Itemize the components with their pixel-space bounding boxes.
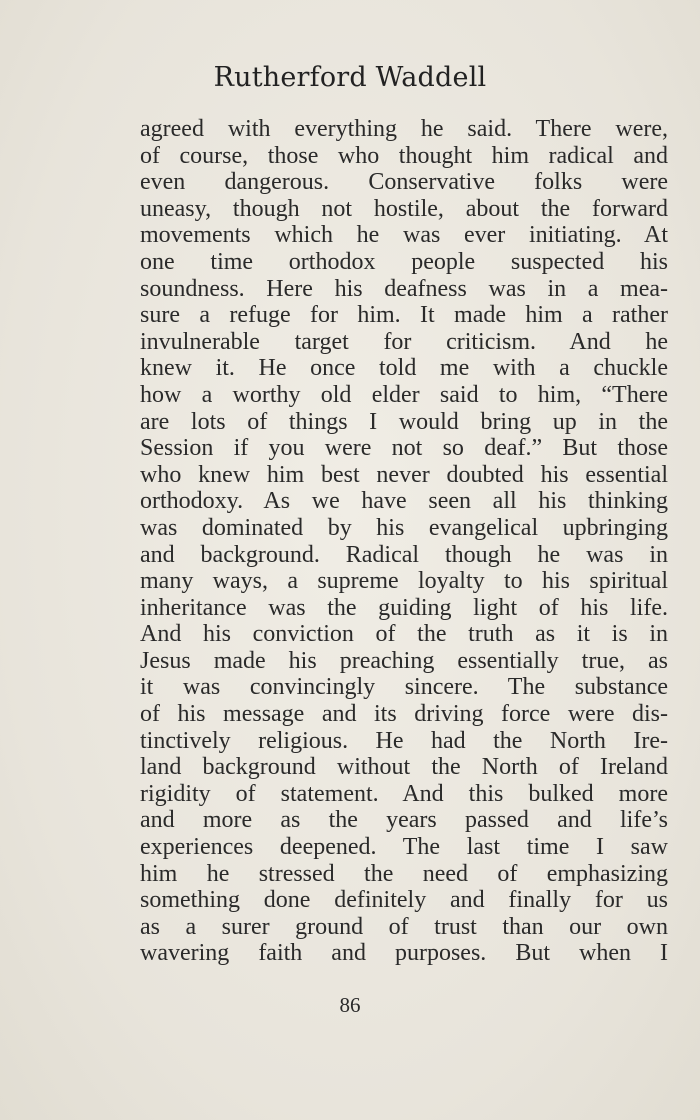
text-line: orthodoxy. As we have seen all his thinking [140,488,668,515]
text-line: of his message and its driving force were dis- [140,701,668,728]
running-head-title: Rutherford Waddell [213,62,487,93]
page-number: 86 [339,993,361,1017]
text-line: it was convincingly sincere. The substance [140,674,668,701]
text-line: many ways, a supreme loyalty to his spiritual [140,568,668,595]
text-line: something done definitely and finally for us [140,887,668,914]
text-line: was dominated by his evangelical upbringing [140,514,668,541]
text-line: uneasy, though not hostile, about the forward [140,195,668,222]
text-line: him he stressed the need of emphasizing [140,860,668,887]
text-line: how a worthy old elder said to him, “There [140,381,668,408]
text-line: agreed with everything he said. There were, [140,116,668,142]
text-line: are lots of things I would bring up in the [140,408,668,435]
text-line: experiences deepened. The last time I saw [140,834,668,861]
text-line: and more as the years passed and life’s [140,807,668,834]
text-line: tinctively religious. He had the North Ire- [140,727,668,754]
text-line: invulnerable target for criticism. And he [140,328,668,355]
body-text [140,116,668,967]
text-line: inheritance was the guiding light of his life. [140,594,668,621]
text-line: of course, those who thought him radical and [140,142,668,169]
text-line: land background without the North of Ireland [140,754,668,781]
text-line: Session if you were not so deaf.” But those [140,435,668,462]
text-line: And his conviction of the truth as it is in [140,621,668,648]
text-line: even dangerous. Conservative folks were [140,169,668,196]
text-line: wavering faith and purposes. But when I [140,940,668,967]
text-line: Jesus made his preaching essentially true, as [140,647,668,674]
text-line: movements which he was ever initiating. At [140,222,668,249]
text-line: sure a refuge for him. It made him a rather [140,302,668,329]
text-line: soundness. Here his deafness was in a mea- [140,275,668,302]
text-line: one time orthodox people suspected his [140,248,668,275]
text-line: knew it. He once told me with a chuckle [140,355,668,382]
text-line: who knew him best never doubted his essential [140,461,668,488]
text-line: rigidity of statement. And this bulked more [140,780,668,807]
text-line: and background. Radical though he was in [140,541,668,568]
text-line: as a surer ground of trust than our own [140,913,668,940]
